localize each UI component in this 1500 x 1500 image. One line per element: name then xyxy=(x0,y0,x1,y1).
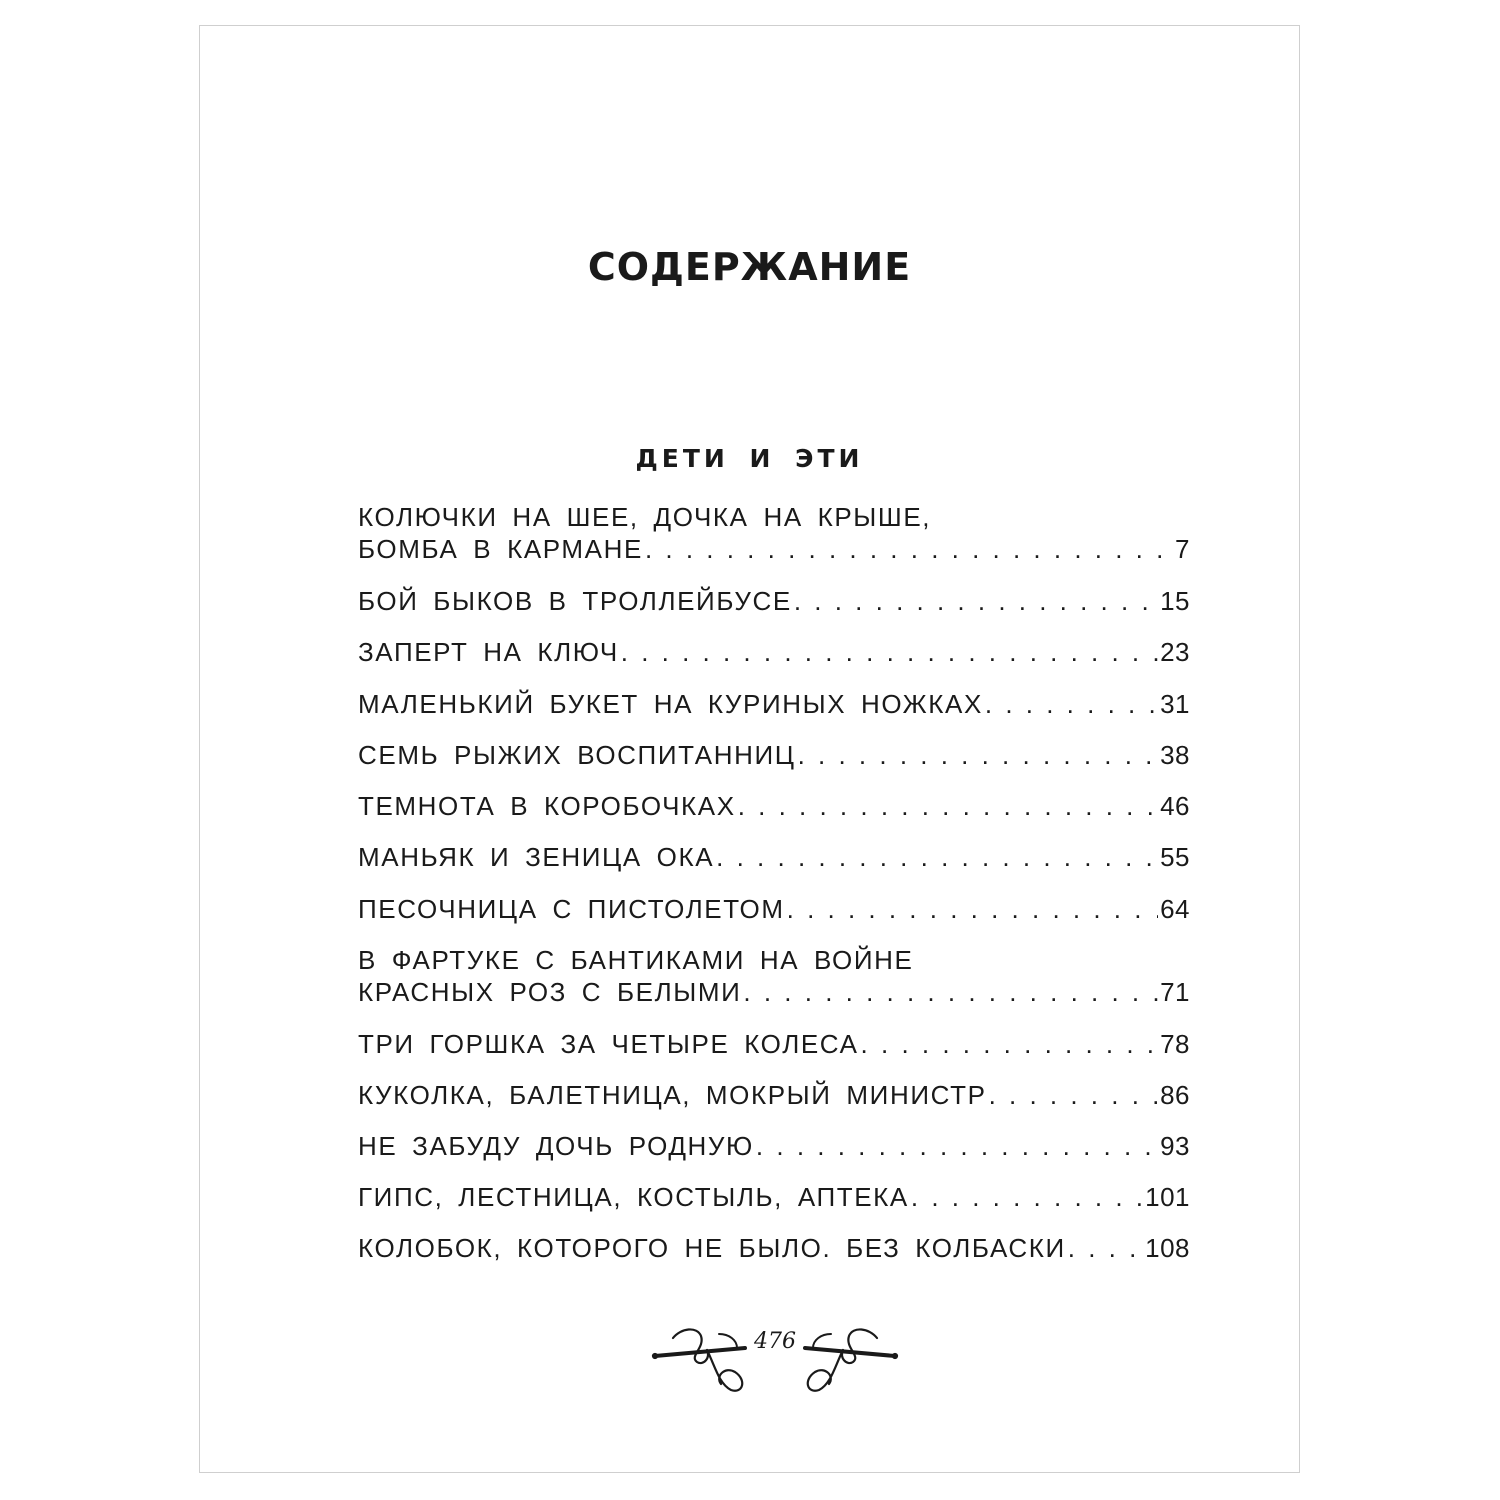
dot-leader xyxy=(794,585,1158,617)
toc-entry-page-number: 55 xyxy=(1160,842,1190,872)
dot-leader xyxy=(911,1181,1143,1213)
toc-entry-title: ГИПС, ЛЕСТНИЦА, КОСТЫЛЬ, АПТЕКА xyxy=(358,1182,909,1212)
dot-leader xyxy=(1068,1232,1143,1264)
toc-entry-title-line1: КОЛЮЧКИ НА ШЕЕ, ДОЧКА НА КРЫШЕ, xyxy=(358,502,932,532)
toc-entry[interactable] xyxy=(358,688,1190,720)
toc-entry[interactable] xyxy=(358,944,1190,1008)
toc-entry-title-line1: В ФАРТУКЕ С БАНТИКАМИ НА ВОЙНЕ xyxy=(358,945,914,975)
page-number: 476 xyxy=(754,1329,796,1354)
dot-leader xyxy=(787,893,1158,925)
dot-leader xyxy=(621,636,1158,668)
toc-entry-title: ТЕМНОТА В КОРОБОЧКАХ xyxy=(358,791,736,821)
toc-entry[interactable] xyxy=(358,1232,1190,1264)
dot-leader xyxy=(645,533,1173,565)
toc-entry-page-number: 93 xyxy=(1160,1131,1190,1161)
toc-entry[interactable] xyxy=(358,790,1190,822)
toc-entry-title: МАНЬЯК И ЗЕНИЦА ОКА xyxy=(358,842,715,872)
toc-entry[interactable] xyxy=(358,1181,1190,1213)
section-heading: ДЕТИ И ЭТИ xyxy=(635,444,864,473)
book-page xyxy=(199,25,1300,1473)
toc-entry-title: СЕМЬ РЫЖИХ ВОСПИТАННИЦ xyxy=(358,740,796,770)
toc-entry[interactable] xyxy=(358,893,1190,925)
dot-leader xyxy=(743,976,1158,1008)
toc-entry[interactable] xyxy=(358,739,1190,771)
toc-entry-page-number: 64 xyxy=(1160,894,1190,924)
toc-entry[interactable] xyxy=(358,636,1190,668)
toc-entry-page-number: 78 xyxy=(1160,1029,1190,1059)
toc-entry-page-number: 15 xyxy=(1160,586,1190,616)
toc-entry-title: ПЕСОЧНИЦА С ПИСТОЛЕТОМ xyxy=(358,894,785,924)
dot-leader xyxy=(716,841,1158,873)
dot-leader xyxy=(989,1079,1159,1111)
toc-entry-page-number: 101 xyxy=(1145,1182,1190,1212)
toc-entry[interactable] xyxy=(358,1079,1190,1111)
toc-entry-title: МАЛЕНЬКИЙ БУКЕТ НА КУРИНЫХ НОЖКАХ xyxy=(358,689,983,719)
toc-entry-title: ЗАПЕРТ НА КЛЮЧ xyxy=(358,637,619,667)
toc-entry-title: НЕ ЗАБУДУ ДОЧЬ РОДНУЮ xyxy=(358,1131,754,1161)
toc-entry-title: КОЛОБОК, КОТОРОГО НЕ БЫЛО. БЕЗ КОЛБАСКИ xyxy=(358,1233,1066,1263)
toc-entry-page-number: 46 xyxy=(1160,791,1190,821)
toc-entry-page-number: 108 xyxy=(1145,1233,1190,1263)
dot-leader xyxy=(798,739,1159,771)
toc-entry-title: КУКОЛКА, БАЛЕТНИЦА, МОКРЫЙ МИНИСТР xyxy=(358,1080,987,1110)
dot-leader xyxy=(738,790,1158,822)
toc-entry[interactable] xyxy=(358,585,1190,617)
dot-leader xyxy=(756,1130,1158,1162)
toc-entry-page-number: 86 xyxy=(1160,1080,1190,1110)
toc-entry-page-number: 38 xyxy=(1160,740,1190,770)
dot-leader xyxy=(861,1028,1159,1060)
toc-entry-page-number: 7 xyxy=(1175,534,1190,564)
folio xyxy=(645,1304,905,1399)
toc-entry-title: БОЙ БЫКОВ В ТРОЛЛЕЙБУСЕ xyxy=(358,586,792,616)
toc-entry-title: ТРИ ГОРШКА ЗА ЧЕТЫРЕ КОЛЕСА xyxy=(358,1029,859,1059)
toc-entry-title: БОМБА В КАРМАНЕ xyxy=(358,534,643,564)
toc-entry[interactable] xyxy=(358,1028,1190,1060)
toc-entry-page-number: 23 xyxy=(1160,637,1190,667)
toc-entry[interactable] xyxy=(358,501,1190,565)
toc-entry-title: КРАСНЫХ РОЗ С БЕЛЫМИ xyxy=(358,977,742,1007)
toc-entry[interactable] xyxy=(358,841,1190,873)
page-title: СОДЕРЖАНИЕ xyxy=(587,245,912,289)
dot-leader xyxy=(985,688,1158,720)
toc-entry-page-number: 31 xyxy=(1160,689,1190,719)
toc-entry[interactable] xyxy=(358,1130,1190,1162)
toc-entry-page-number: 71 xyxy=(1160,977,1190,1007)
